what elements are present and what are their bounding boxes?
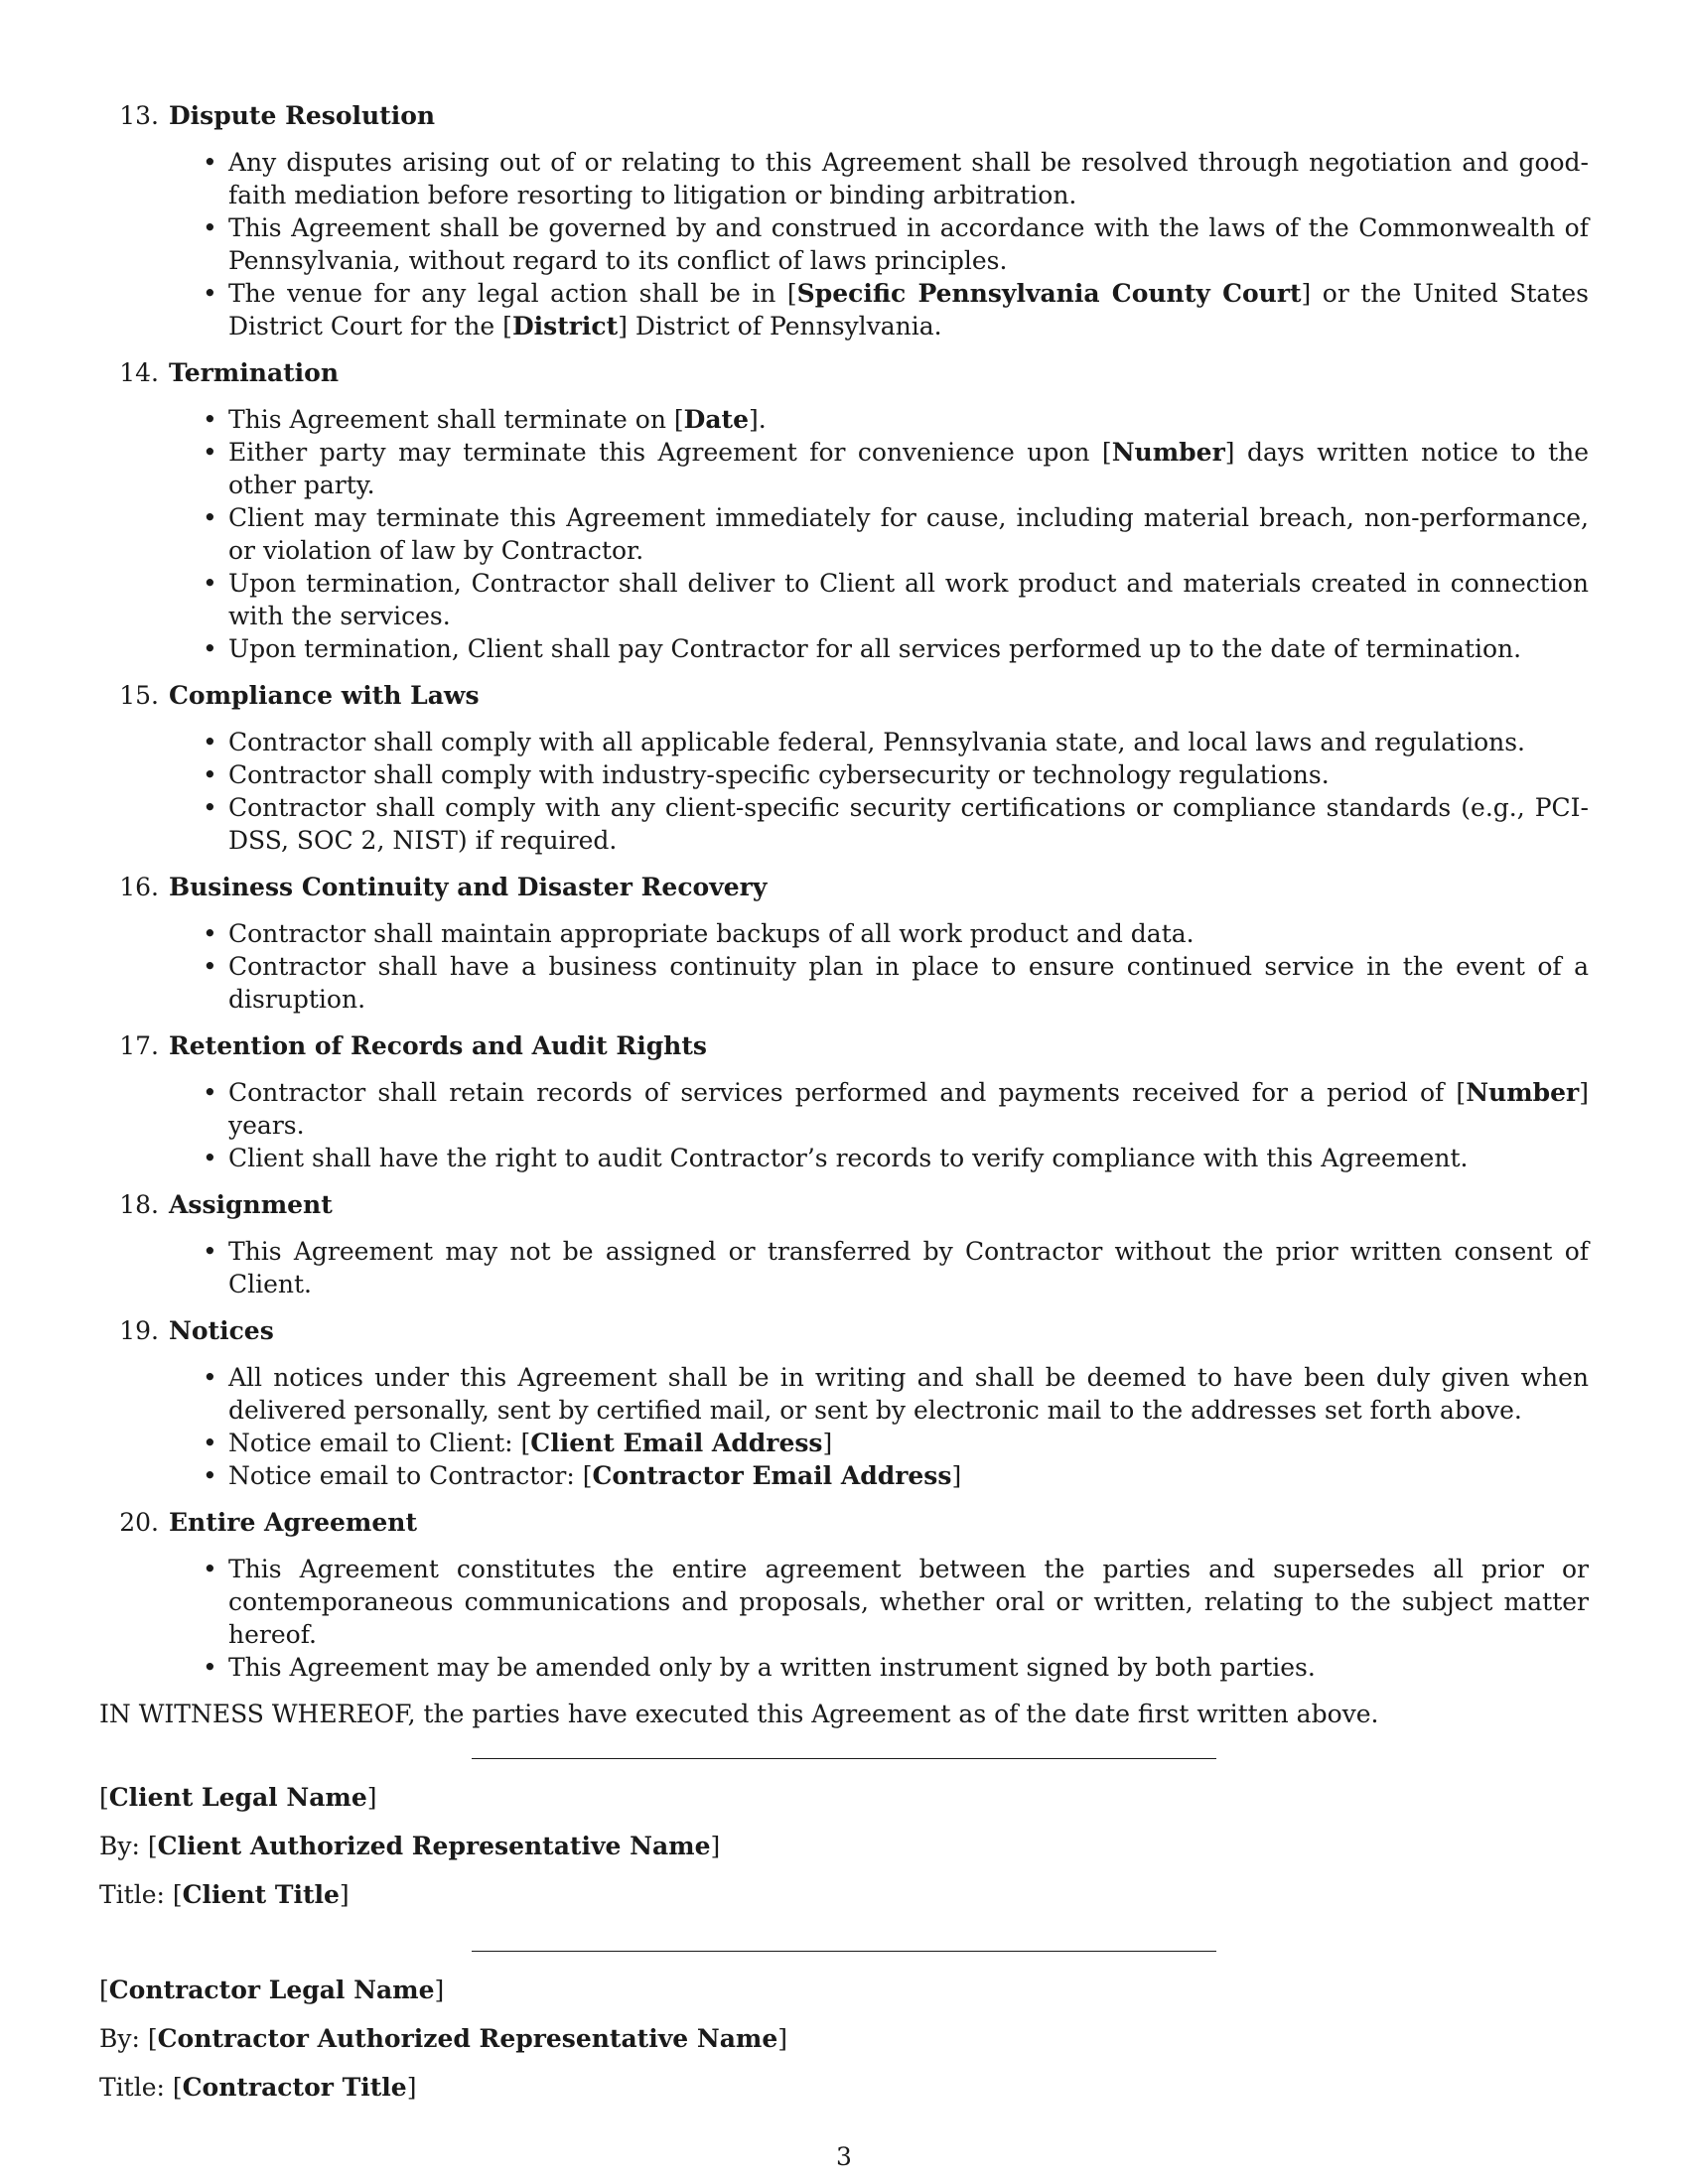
- section-number: 16.: [119, 873, 159, 901]
- section-heading: [99, 679, 1589, 712]
- placeholder-field: District: [511, 312, 619, 341]
- client-legal-name: [Client Legal Name]: [99, 1783, 377, 1812]
- bullet-icon: •: [203, 760, 217, 789]
- list-item-text: Contractor shall maintain appropriate backups of all work product and data.: [228, 919, 1195, 948]
- section-heading: [99, 1506, 1589, 1539]
- bullet-icon: •: [203, 1237, 217, 1266]
- section: [99, 99, 1589, 342]
- bullet-icon: •: [203, 438, 217, 467]
- section-number: 19.: [119, 1316, 159, 1345]
- section: [99, 871, 1589, 1016]
- section-title: Termination: [169, 358, 340, 387]
- agreement-sections: [99, 99, 1589, 1684]
- list-item: [99, 632, 1589, 665]
- list-item: [99, 436, 1589, 501]
- list-item-text: Upon termination, Contractor shall deliver to Client all work product and materials created in connection with the services.: [228, 569, 1589, 630]
- list-item: [99, 1427, 1589, 1459]
- page-number: 3: [836, 2142, 852, 2171]
- list-item: [99, 501, 1589, 567]
- section: [99, 1029, 1589, 1174]
- list-item-text: ] days written notice to the other party.: [228, 438, 1590, 499]
- bullet-list: [99, 1235, 1589, 1300]
- list-item: [99, 211, 1589, 277]
- section-number: 17.: [119, 1031, 159, 1060]
- bullet-icon: •: [203, 1363, 217, 1392]
- section-title: Notices: [169, 1316, 274, 1345]
- list-item: [99, 403, 1589, 436]
- section-title: Compliance with Laws: [169, 681, 480, 710]
- list-item-text: This Agreement shall terminate on [: [228, 405, 684, 434]
- list-item-text: Contractor shall have a business continuity plan in place to ensure continued service in the event of a disruption.: [228, 952, 1589, 1014]
- section-heading: [99, 871, 1589, 903]
- list-item-text: Upon termination, Client shall pay Contractor for all services performed up to the date of termination.: [228, 634, 1522, 663]
- list-item: [99, 1142, 1589, 1174]
- list-item-text: Client may terminate this Agreement immediately for cause, including material breach, non-performance, or violation of law by Contractor.: [228, 503, 1589, 565]
- list-item-text: ]: [951, 1461, 962, 1490]
- list-item-text: All notices under this Agreement shall be in writing and shall be deemed to have been duly given when delivered personally, sent by certified mail, or sent by electronic mail to the addresses set forth above.: [228, 1363, 1589, 1425]
- contractor-title: Title: [Contractor Title]: [99, 2073, 417, 2102]
- bullet-icon: •: [203, 148, 217, 177]
- bullet-icon: •: [203, 1653, 217, 1682]
- contractor-signature-block: [99, 1974, 1589, 2104]
- section: [99, 1188, 1589, 1300]
- list-item-text: Notice email to Client: [: [228, 1429, 531, 1457]
- list-item: [99, 277, 1589, 342]
- list-item: [99, 567, 1589, 632]
- section-number: 13.: [119, 101, 159, 130]
- bullet-icon: •: [203, 1429, 217, 1457]
- list-item: [99, 1651, 1589, 1684]
- list-item: [99, 1361, 1589, 1427]
- list-item-text: Contractor shall comply with all applicable federal, Pennsylvania state, and local laws and regulations.: [228, 728, 1525, 756]
- section-title: Entire Agreement: [169, 1508, 417, 1537]
- bullet-icon: •: [203, 952, 217, 981]
- list-item: [99, 791, 1589, 857]
- section-heading: [99, 1029, 1589, 1062]
- placeholder-field: Number: [1111, 438, 1225, 467]
- list-item: [99, 1553, 1589, 1651]
- list-item: [99, 1459, 1589, 1492]
- section-number: 20.: [119, 1508, 159, 1537]
- list-item-text: Either party may terminate this Agreement for convenience upon [: [228, 438, 1112, 467]
- list-item-text: Any disputes arising out of or relating to this Agreement shall be resolved through negotiation and good-faith mediation before resorting to litigation or binding arbitration.: [228, 148, 1589, 209]
- bullet-list: [99, 146, 1589, 342]
- contractor-legal-name: [Contractor Legal Name]: [99, 1976, 445, 2004]
- section-title: Business Continuity and Disaster Recovery: [169, 873, 768, 901]
- list-item-text: ]: [822, 1429, 833, 1457]
- bullet-icon: •: [203, 728, 217, 756]
- client-signature-block: [99, 1781, 1589, 1911]
- section: [99, 1506, 1589, 1684]
- bullet-icon: •: [203, 919, 217, 948]
- placeholder-field: Date: [683, 405, 749, 434]
- section-title: Dispute Resolution: [169, 101, 436, 130]
- witness-statement: IN WITNESS WHEREOF, the parties have executed this Agreement as of the date first written above.: [99, 1700, 1379, 1728]
- bullet-icon: •: [203, 503, 217, 532]
- list-item-text: This Agreement constitutes the entire agreement between the parties and supersedes all prior or contemporaneous communications and proposals, whether oral or written, relating to the subject matter hereof.: [228, 1555, 1589, 1649]
- client-representative: By: [Client Authorized Representative Name]: [99, 1832, 721, 1860]
- bullet-list: [99, 1361, 1589, 1492]
- bullet-icon: •: [203, 213, 217, 242]
- list-item-text: This Agreement may be amended only by a written instrument signed by both parties.: [228, 1653, 1316, 1682]
- list-item-text: Client shall have the right to audit Contractor’s records to verify compliance with this Agreement.: [228, 1144, 1469, 1172]
- section: [99, 1314, 1589, 1492]
- bullet-icon: •: [203, 634, 217, 663]
- bullet-icon: •: [203, 405, 217, 434]
- section-heading: [99, 1188, 1589, 1221]
- list-item: [99, 950, 1589, 1016]
- placeholder-field: Number: [1466, 1078, 1580, 1107]
- section-number: 14.: [119, 358, 159, 387]
- bullet-icon: •: [203, 1144, 217, 1172]
- bullet-list: [99, 1553, 1589, 1684]
- placeholder-field: Specific Pennsylvania County Court: [796, 279, 1302, 308]
- bullet-list: [99, 917, 1589, 1016]
- list-item-text: This Agreement may not be assigned or transferred by Contractor without the prior written consent of Client.: [228, 1237, 1589, 1298]
- bullet-list: [99, 1076, 1589, 1174]
- list-item-text: Contractor shall comply with industry-specific cybersecurity or technology regulations.: [228, 760, 1330, 789]
- section: [99, 679, 1589, 857]
- bullet-icon: •: [203, 1461, 217, 1490]
- bullet-list: [99, 726, 1589, 857]
- list-item-text: Contractor shall retain records of services performed and payments received for a period of [: [228, 1078, 1467, 1107]
- list-item-text: ] or the United States District Court for the [: [228, 279, 1590, 341]
- section-number: 18.: [119, 1190, 159, 1219]
- list-item-text: Notice email to Contractor: [: [228, 1461, 593, 1490]
- bullet-list: [99, 403, 1589, 665]
- list-item: [99, 1076, 1589, 1142]
- contractor-representative: By: [Contractor Authorized Representative Name]: [99, 2024, 788, 2053]
- section-title: Retention of Records and Audit Rights: [169, 1031, 707, 1060]
- bullet-icon: •: [203, 569, 217, 598]
- section-heading: [99, 356, 1589, 389]
- list-item-text: ].: [749, 405, 767, 434]
- list-item: [99, 146, 1589, 211]
- list-item: [99, 758, 1589, 791]
- document-body: [99, 99, 1589, 2104]
- bullet-icon: •: [203, 1078, 217, 1107]
- section-title: Assignment: [169, 1190, 333, 1219]
- section-heading: [99, 1314, 1589, 1347]
- client-title: Title: [Client Title]: [99, 1880, 350, 1909]
- list-item-text: ] District of Pennsylvania.: [618, 312, 942, 341]
- list-item-text: Contractor shall comply with any client-specific security certifications or compliance standards (e.g., PCI-DSS, SOC 2, NIST) if required.: [228, 793, 1589, 855]
- contractor-signature-line: [472, 1951, 1216, 1952]
- list-item-text: ] years.: [228, 1078, 1589, 1140]
- section-number: 15.: [119, 681, 159, 710]
- list-item: [99, 1235, 1589, 1300]
- section: [99, 356, 1589, 665]
- list-item: [99, 726, 1589, 758]
- placeholder-field: Client Email Address: [530, 1429, 823, 1457]
- placeholder-field: Contractor Email Address: [592, 1461, 952, 1490]
- bullet-icon: •: [203, 279, 217, 308]
- bullet-icon: •: [203, 1555, 217, 1583]
- list-item: [99, 917, 1589, 950]
- section-heading: [99, 99, 1589, 132]
- bullet-icon: •: [203, 793, 217, 822]
- client-signature-line: [472, 1758, 1216, 1759]
- list-item-text: This Agreement shall be governed by and construed in accordance with the laws of the Commonwealth of Pennsylvania, without regard to its conflict of laws principles.: [228, 213, 1589, 275]
- list-item-text: The venue for any legal action shall be in [: [228, 279, 797, 308]
